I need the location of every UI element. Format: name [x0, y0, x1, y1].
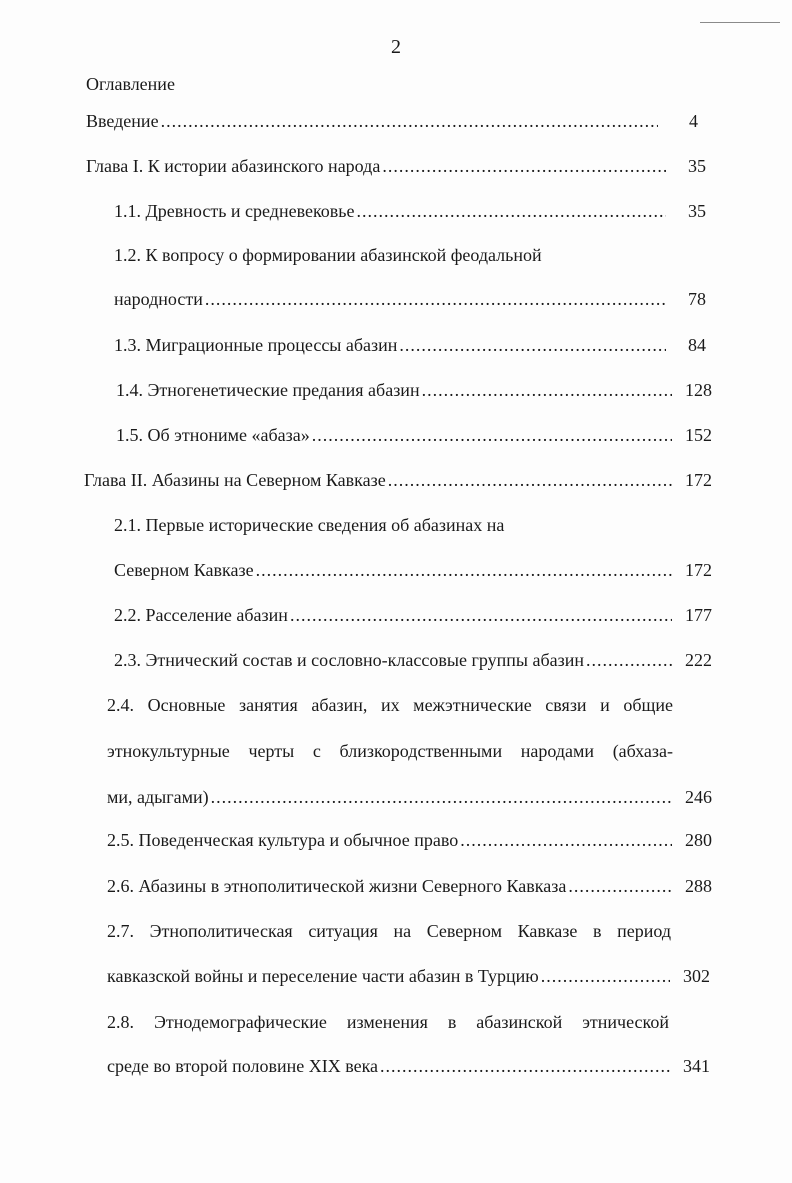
toc-entry-chapter-1	[86, 155, 706, 177]
toc-leader-dots	[161, 110, 658, 132]
toc-entry-title: 1.4. Этногенетические предания абазин	[116, 380, 420, 400]
toc-entry-page: 302	[683, 966, 710, 986]
toc-entry-title: 1.3. Миграционные процессы абазин	[114, 335, 398, 355]
toc-entry-section-2-5	[107, 829, 712, 851]
toc-entry-section-2-6	[107, 875, 712, 897]
toc-entry-title: 2.6. Абазины в этнополитической жизни Северного Кавказа	[107, 876, 567, 896]
toc-entry-title-line: этнокультурные черты с близкородственными народами (абхаза-	[107, 741, 673, 761]
toc-entry-title: Глава II. Абазины на Северном Кавказе	[84, 470, 386, 490]
toc-entry-page: 128	[685, 380, 712, 400]
toc-leader-dots	[205, 288, 666, 310]
toc-entry-section-1-2-line1	[114, 244, 706, 266]
toc-entry-intro	[86, 110, 698, 132]
toc-entry-title: Глава I. К истории абазинского народа	[86, 156, 381, 176]
toc-leader-dots	[256, 559, 672, 581]
toc-entry-title: 2.3. Этнический состав и сословно-классовые группы абазин	[114, 650, 584, 670]
toc-entry-chapter-2	[84, 469, 712, 491]
toc-leader-dots	[541, 965, 670, 987]
toc-entry-section-2-4	[107, 786, 712, 808]
toc-entry-page: 172	[685, 470, 712, 490]
toc-entry-page: 288	[685, 876, 712, 896]
scan-artifact-line	[700, 22, 780, 23]
toc-entry-title: 1.1. Древность и средневековье	[114, 201, 355, 221]
toc-entry-page: 152	[685, 425, 712, 445]
toc-entry-section-2-7	[107, 965, 710, 987]
toc-entry-title: Северном Кавказе	[114, 560, 254, 580]
toc-entry-title-line: 1.2. К вопросу о формировании абазинской феодальной	[114, 245, 542, 265]
toc-entry-section-2-4-line2	[107, 740, 673, 762]
toc-entry-section-1-5	[116, 424, 712, 446]
toc-leader-dots	[211, 786, 672, 808]
toc-entry-title-line: 2.4. Основные занятия абазин, их межэтнические связи и общие	[107, 695, 673, 715]
toc-entry-title-line: 2.8. Этнодемографические изменения в абазинской этнической	[107, 1012, 669, 1032]
toc-leader-dots	[586, 649, 672, 671]
toc-entry-page: 78	[688, 289, 706, 309]
toc-entry-page: 172	[685, 560, 712, 580]
toc-entry-title: среде во второй половине XIX века	[107, 1056, 379, 1076]
toc-entry-page: 246	[685, 787, 712, 807]
toc-entry-section-2-2	[114, 604, 712, 626]
toc-entry-page: 177	[685, 605, 712, 625]
page-number: 2	[391, 36, 401, 58]
toc-entry-title: ми, адыгами)	[107, 787, 209, 807]
toc-leader-dots	[568, 875, 672, 897]
toc-leader-dots	[460, 829, 672, 851]
toc-entry-title: Введение	[86, 111, 159, 131]
toc-entry-section-2-8	[107, 1055, 710, 1077]
toc-entry-title: народности	[114, 289, 203, 309]
toc-leader-dots	[290, 604, 672, 626]
toc-leader-dots	[356, 200, 666, 222]
toc-entry-page: 84	[688, 335, 706, 355]
toc-entry-title: 2.5. Поведенческая культура и обычное право	[107, 830, 459, 850]
toc-leader-dots	[312, 424, 672, 446]
toc-entry-title: кавказской войны и переселение части абазин в Турцию	[107, 966, 539, 986]
toc-entry-page: 222	[685, 650, 712, 670]
toc-entry-title-line: 2.7. Этнополитическая ситуация на Северном Кавказе в период	[107, 921, 671, 941]
toc-leader-dots	[380, 1055, 670, 1077]
toc-entry-page: 341	[683, 1056, 710, 1076]
toc-entry-title: 2.2. Расселение абазин	[114, 605, 288, 625]
toc-entry-section-2-4-line1	[107, 694, 673, 716]
toc-leader-dots	[399, 334, 666, 356]
toc-entry-section-1-2	[114, 288, 706, 310]
toc-entry-page: 35	[688, 156, 706, 176]
toc-heading: Оглавление	[86, 74, 175, 94]
toc-entry-section-1-3	[114, 334, 706, 356]
toc-entry-section-2-3	[114, 649, 712, 671]
toc-leader-dots	[388, 469, 672, 491]
toc-entry-section-2-7-line1	[107, 920, 671, 942]
toc-entry-title: 1.5. Об этнониме «абаза»	[116, 425, 310, 445]
toc-entry-page: 280	[685, 830, 712, 850]
toc-entry-section-1-4	[116, 379, 712, 401]
toc-entry-page: 4	[689, 111, 698, 131]
toc-entry-section-1-1	[114, 200, 706, 222]
toc-leader-dots	[382, 155, 666, 177]
toc-entry-title-line: 2.1. Первые исторические сведения об абазинах на	[114, 515, 505, 535]
toc-entry-page: 35	[688, 201, 706, 221]
toc-entry-section-2-1	[114, 559, 712, 581]
toc-leader-dots	[422, 379, 672, 401]
toc-entry-section-2-8-line1	[107, 1011, 669, 1033]
toc-entry-section-2-1-line1	[114, 514, 712, 536]
